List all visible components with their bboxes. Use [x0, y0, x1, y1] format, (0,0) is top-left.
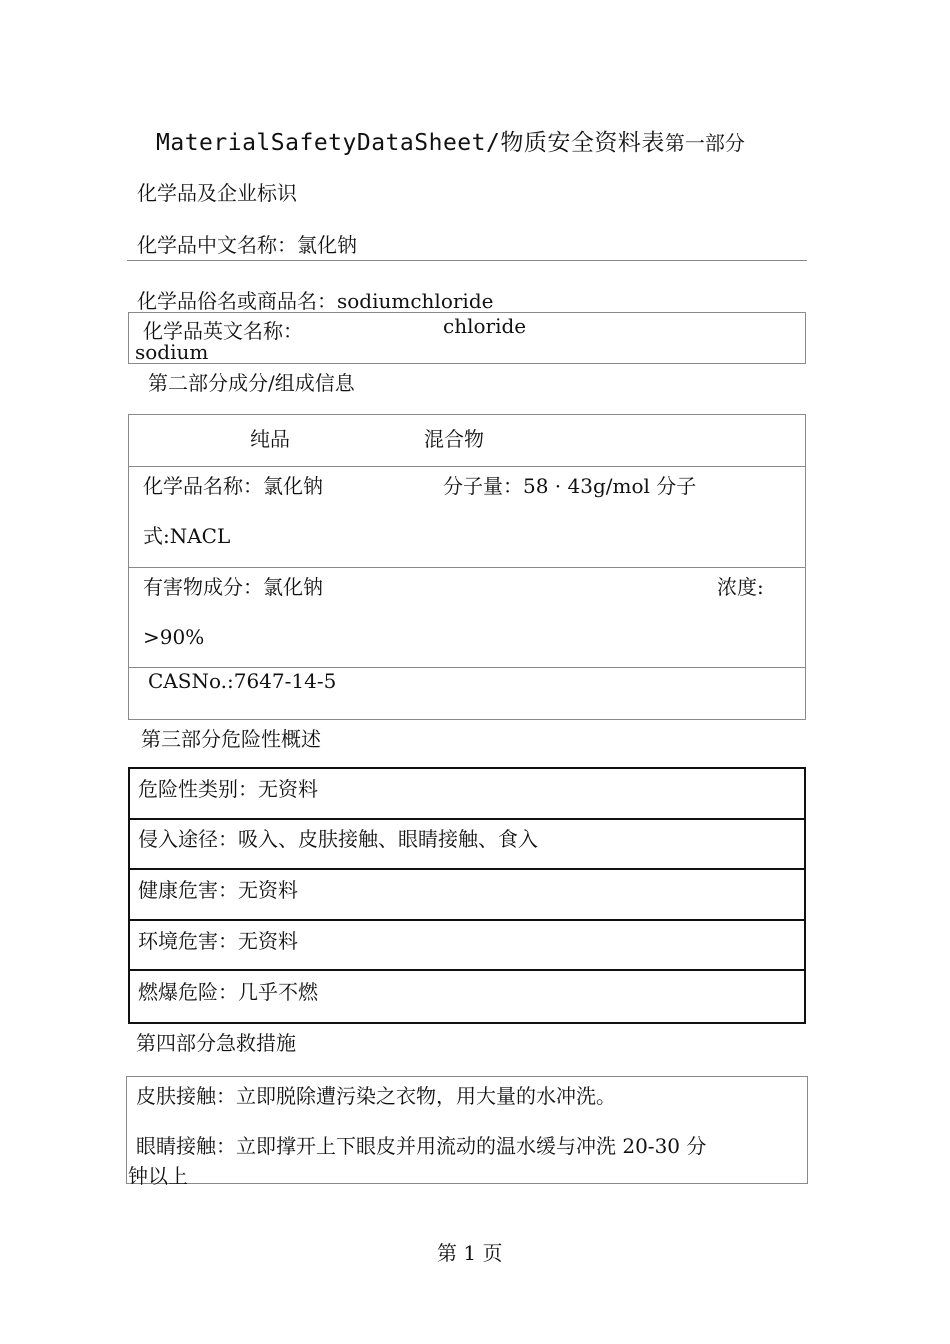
en-name-word2: chloride: [443, 314, 527, 338]
hazard-row: 健康危害：无资料: [138, 878, 298, 902]
cas-number: CASNo.:7647-14-5: [148, 669, 337, 693]
eye-contact-line2: 钟以上: [128, 1164, 188, 1188]
table-divider: [128, 466, 806, 467]
table-divider: [128, 667, 806, 668]
title-suffix: 第一部分: [664, 131, 745, 155]
concentration-value: >90%: [143, 625, 205, 649]
section2-heading: 第二部分成分/组成信息: [148, 371, 355, 395]
chem-common-name: 化学品俗名或商品名：sodiumchloride: [137, 289, 494, 313]
section4-heading: 第四部分急救措施: [136, 1031, 296, 1055]
chem-name: 化学品名称：氯化钠: [143, 474, 323, 498]
concentration-label: 浓度:: [717, 575, 764, 599]
en-name-word1: sodium: [135, 340, 209, 364]
table-divider: [128, 818, 806, 820]
divider: [127, 260, 807, 261]
table-divider: [128, 868, 806, 870]
hazard-row: 燃爆危险：几乎不燃: [138, 980, 318, 1004]
document-title: [156, 124, 745, 157]
section1-heading: 化学品及企业标识: [137, 181, 297, 205]
table-divider: [128, 567, 806, 568]
section3-heading: 第三部分危险性概述: [141, 727, 321, 751]
hazard-row: 侵入途径：吸入、皮肤接触、眼睛接触、食入: [138, 827, 538, 851]
en-name-label: 化学品英文名称：: [143, 319, 303, 343]
page-number: 第 1 页: [437, 1241, 503, 1265]
hazard-row: 环境危害：无资料: [138, 929, 298, 953]
table-divider: [128, 969, 806, 971]
col-mixture: 混合物: [424, 427, 484, 451]
hazard-row: 危险性类别：无资料: [138, 777, 318, 801]
eye-contact-line1: 眼睛接触：立即撑开上下眼皮并用流动的温水缓与冲洗 20-30 分: [136, 1134, 707, 1158]
table-divider: [128, 919, 806, 921]
molecular-weight: 分子量：58 · 43g/mol 分子: [443, 474, 697, 498]
title-main: MaterialSafetyDataSheet/物质安全资料表: [156, 130, 665, 156]
hazard-component: 有害物成分：氯化钠: [143, 575, 323, 599]
molecular-formula: 式:NACL: [143, 524, 231, 548]
skin-contact: 皮肤接触：立即脱除遭污染之衣物，用大量的水冲洗。: [136, 1084, 616, 1108]
chem-cn-name: 化学品中文名称：氯化钠: [137, 233, 357, 257]
col-pure: 纯品: [250, 427, 290, 451]
